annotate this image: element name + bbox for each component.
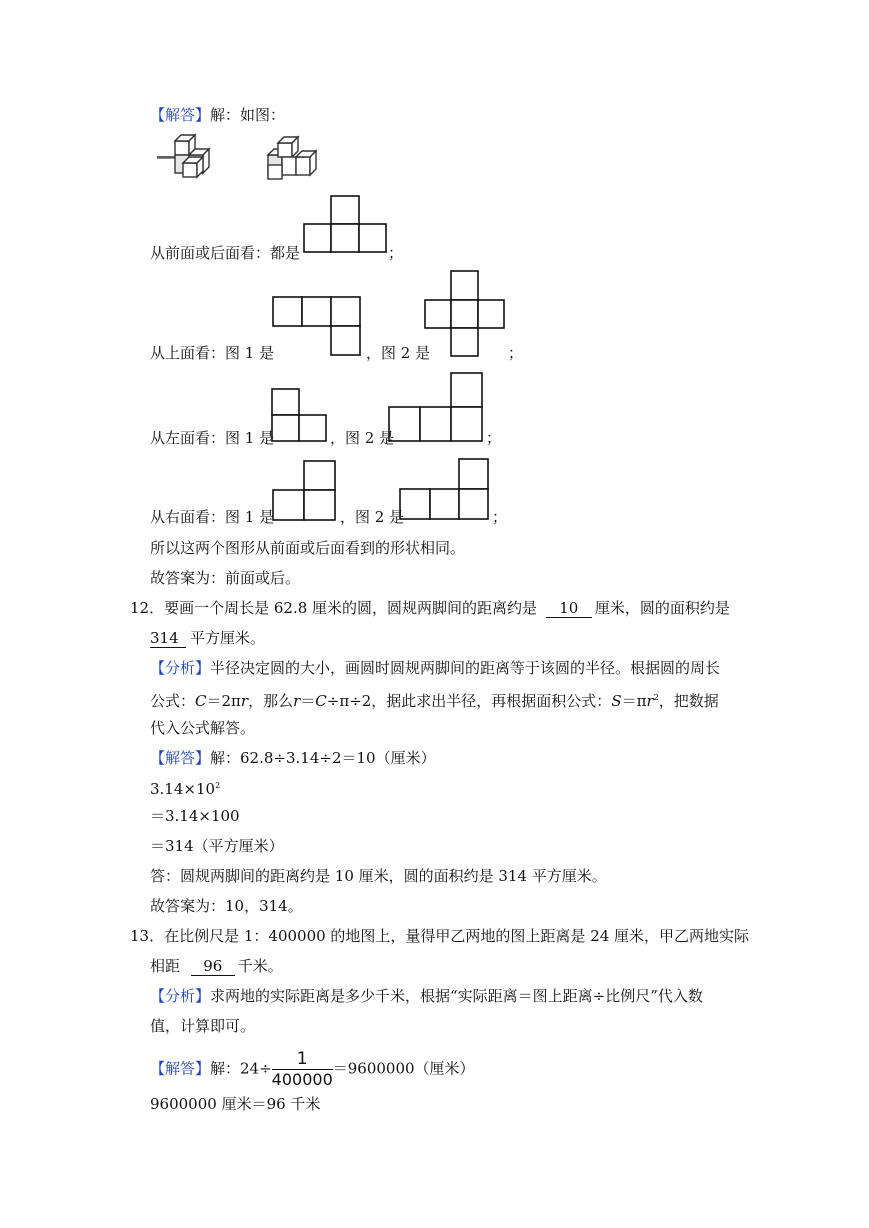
- q12-question-line-2: 314 平方厘米。: [150, 629, 266, 647]
- q12-solution-line-2: $3.14\times 10^2$: [150, 780, 221, 798]
- q11-front-view-line: 从前面或后面看：都是: [150, 244, 301, 262]
- q12-solution-line-5: 答：圆规两脚间的距离约是 10 厘米，圆的面积约是 314 平方厘米。: [150, 867, 607, 885]
- left-view-grid-2: [388, 372, 486, 444]
- q12-analysis-line-1: 【分析】半径决定圆的大小，画圆时圆规两脚间的距离等于该圆的半径。根据圆的周长: [150, 659, 721, 677]
- q12-solution-line-1: 【解答】解：62.8÷3.14÷2＝10（厘米）: [150, 749, 436, 767]
- q11-right-view-line: 从右面看：图 1 是: [150, 508, 275, 526]
- q13-analysis-line-2: 值，计算即可。: [150, 1017, 256, 1035]
- right-view-grid-2: [399, 458, 491, 522]
- cube-figure-1: [155, 133, 225, 183]
- q12-analysis-line-2: 公式：C＝2πr，那么r＝C÷π÷2，据此求出半径，再根据面积公式：$S=\pi r^2$，把数据: [150, 692, 719, 710]
- answer-tag: 【解答】: [150, 106, 211, 124]
- q11-answer-intro: 【解答】解：如图：: [150, 106, 286, 124]
- scale-fraction: $\frac{1}{400000}$: [271, 1049, 333, 1089]
- analysis-tag: 【分析】: [150, 987, 211, 1005]
- q11-left-view-line: 从左面看：图 1 是: [150, 429, 275, 447]
- q12-blank-2: 314: [150, 629, 186, 648]
- right-view-grid-1: [272, 460, 338, 522]
- top-view-grid-2: [424, 270, 506, 358]
- q13-solution-line-2: 9600000 厘米＝96 千米: [150, 1095, 321, 1113]
- cube-figure-2: [258, 135, 324, 185]
- q12-question-line-1: 12．要画一个周长是 62.8 厘米的圆，圆规两脚间的距离约是 10 厘米，圆的面积约是: [130, 599, 730, 617]
- q13-analysis-line-1: 【分析】求两地的实际距离是多少千米，根据“实际距离＝图上距离÷比例尺”代入数: [150, 987, 703, 1005]
- q11-conclusion: 所以这两个图形从前面或后面看到的形状相同。: [150, 539, 466, 557]
- top-view-grid-1: [272, 296, 362, 358]
- analysis-tag: 【分析】: [150, 659, 211, 677]
- answer-tag: 【解答】: [150, 749, 211, 767]
- q13-blank: 96: [191, 957, 235, 976]
- q12-analysis-line-3: 代入公式解答。: [150, 719, 256, 737]
- front-view-grid: [303, 195, 387, 255]
- q11-top-view-line: 从上面看：图 1 是: [150, 344, 275, 362]
- q12-final-answer: 故答案为：10，314。: [150, 897, 303, 915]
- q13-question-line-2: 相距 96 千米。: [150, 957, 283, 975]
- q13-solution-line-1: 【解答】解：24÷ $\frac{1}{400000}$ ＝9600000（厘米）: [150, 1049, 475, 1089]
- q12-solution-line-3: ＝3.14×100: [150, 807, 240, 825]
- answer-tag: 【解答】: [150, 1059, 211, 1078]
- left-view-grid-1: [271, 388, 329, 444]
- q13-question-line-1: 13．在比例尺是 1：400000 的地图上，量得甲乙两地的图上距离是 24 厘米，甲乙两地实际: [130, 927, 750, 945]
- q12-blank-1: 10: [546, 599, 592, 618]
- q12-solution-line-4: ＝314（平方厘米）: [150, 837, 284, 855]
- q11-final-answer: 故答案为：前面或后。: [150, 569, 301, 587]
